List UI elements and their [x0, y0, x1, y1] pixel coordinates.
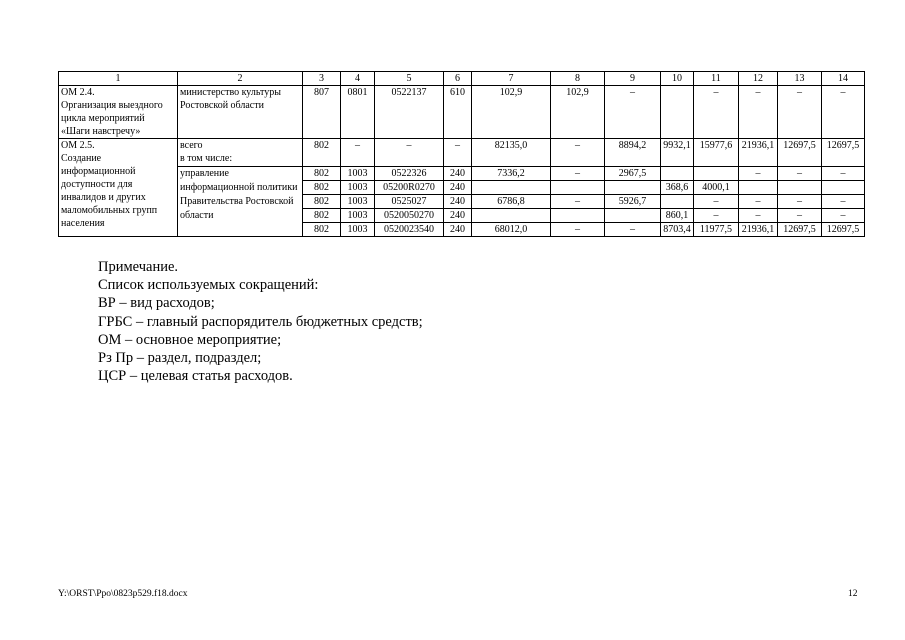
table-cell: –: [551, 139, 605, 167]
table-cell: [661, 195, 694, 209]
table-cell: 7336,2: [472, 167, 551, 181]
table-cell: 240: [444, 167, 472, 181]
table-cell: 0520050270: [375, 209, 444, 223]
table-cell: 0522326: [375, 167, 444, 181]
table-cell: 802: [303, 209, 341, 223]
table-cell: 15977,6: [694, 139, 739, 167]
table-cell: 802: [303, 181, 341, 195]
activity-cell: ОМ 2.4. Организация выездного цикла мероприятий «Шаги навстречу»: [59, 86, 178, 139]
table-cell: [472, 181, 551, 195]
note-line: ЦСР – целевая статья расходов.: [98, 368, 293, 385]
header-cell: 13: [778, 72, 822, 86]
table-cell: –: [341, 139, 375, 167]
note-line: ВР – вид расходов;: [98, 295, 215, 312]
table-cell: –: [778, 195, 822, 209]
table-cell: –: [778, 167, 822, 181]
note-line: Рз Пр – раздел, подраздел;: [98, 350, 262, 367]
table-cell: 1003: [341, 209, 375, 223]
note-line: ГРБС – главный распорядитель бюджетных средств;: [98, 313, 423, 330]
table-cell: –: [694, 195, 739, 209]
table-cell: [661, 86, 694, 139]
table-cell: 102,9: [472, 86, 551, 139]
table-cell: [551, 181, 605, 195]
table-cell: 802: [303, 195, 341, 209]
table-cell: 12697,5: [822, 139, 865, 167]
grbs-sub-cell: управление информационной политики Правительства Ростовской области: [178, 167, 303, 237]
table-cell: 8703,4: [661, 223, 694, 237]
table-cell: 240: [444, 223, 472, 237]
table-cell: –: [551, 167, 605, 181]
page-number: 12: [848, 589, 858, 599]
table-row-om24: [59, 86, 865, 139]
table-cell: [551, 209, 605, 223]
table-cell: 807: [303, 86, 341, 139]
table-cell: –: [444, 139, 472, 167]
table-cell: –: [375, 139, 444, 167]
header-cell: 7: [472, 72, 551, 86]
note-line: Список используемых сокращений:: [98, 277, 319, 294]
header-cell: 4: [341, 72, 375, 86]
table-cell: 802: [303, 223, 341, 237]
table-cell: 21936,1: [739, 223, 778, 237]
table-cell: [472, 209, 551, 223]
header-cell: 14: [822, 72, 865, 86]
table-cell: 11977,5: [694, 223, 739, 237]
table-cell: 1003: [341, 167, 375, 181]
table-cell: –: [739, 86, 778, 139]
activity-cell: ОМ 2.5. Создание информационной доступности для инвалидов и других маломобильных групп населения: [59, 139, 178, 237]
table-cell: [694, 167, 739, 181]
table-cell: –: [694, 86, 739, 139]
table-row-om25-sub: [59, 167, 865, 181]
table-cell: 2967,5: [605, 167, 661, 181]
header-cell: 9: [605, 72, 661, 86]
table-cell: 1003: [341, 181, 375, 195]
table-cell: 610: [444, 86, 472, 139]
table-cell: 802: [303, 167, 341, 181]
table-cell: 860,1: [661, 209, 694, 223]
budget-table: [58, 71, 865, 237]
header-cell: 8: [551, 72, 605, 86]
footer-file-path: Y:\ORST\Ppo\0823p529.f18.docx: [58, 589, 188, 599]
table-cell: 0525027: [375, 195, 444, 209]
table-cell: 240: [444, 195, 472, 209]
table-cell: 68012,0: [472, 223, 551, 237]
table-cell: 21936,1: [739, 139, 778, 167]
header-cell: 11: [694, 72, 739, 86]
table-cell: –: [822, 167, 865, 181]
table-cell: 82135,0: [472, 139, 551, 167]
table-cell: –: [778, 86, 822, 139]
header-cell: 6: [444, 72, 472, 86]
table-cell: –: [605, 223, 661, 237]
table-cell: 0522137: [375, 86, 444, 139]
table-cell: –: [822, 86, 865, 139]
header-cell: 12: [739, 72, 778, 86]
table-cell: 05200R0270: [375, 181, 444, 195]
table-cell: 6786,8: [472, 195, 551, 209]
table-cell: –: [778, 209, 822, 223]
table-cell: [739, 181, 778, 195]
table-cell: [605, 181, 661, 195]
table-cell: 12697,5: [822, 223, 865, 237]
table-cell: [661, 167, 694, 181]
table-cell: 5926,7: [605, 195, 661, 209]
table-cell: 12697,5: [778, 223, 822, 237]
table-cell: 8894,2: [605, 139, 661, 167]
table-cell: –: [605, 86, 661, 139]
table-cell: 0520023540: [375, 223, 444, 237]
table-cell: –: [822, 195, 865, 209]
table-header-row: [59, 72, 865, 86]
header-cell: 10: [661, 72, 694, 86]
table-cell: –: [739, 195, 778, 209]
table-cell: [778, 181, 822, 195]
header-cell: 2: [178, 72, 303, 86]
table-cell: –: [739, 167, 778, 181]
table-cell: –: [694, 209, 739, 223]
table-cell: [605, 209, 661, 223]
table-cell: –: [551, 195, 605, 209]
table-cell: 1003: [341, 195, 375, 209]
table-cell: –: [551, 223, 605, 237]
grbs-total-cell: всего в том числе:: [178, 139, 303, 167]
table-cell: –: [739, 209, 778, 223]
table-cell: 0801: [341, 86, 375, 139]
table-cell: 102,9: [551, 86, 605, 139]
table-cell: 4000,1: [694, 181, 739, 195]
table-cell: 9932,1: [661, 139, 694, 167]
table-cell: 12697,5: [778, 139, 822, 167]
header-cell: 3: [303, 72, 341, 86]
table-cell: –: [822, 209, 865, 223]
note-line: Примечание.: [98, 259, 179, 275]
table-cell: 240: [444, 181, 472, 195]
abbreviations-note: [98, 258, 423, 385]
note-line: ОМ – основное мероприятие;: [98, 331, 282, 348]
table-cell: 1003: [341, 223, 375, 237]
header-cell: 1: [59, 72, 178, 86]
table-cell: 368,6: [661, 181, 694, 195]
table-cell: [822, 181, 865, 195]
table-row-om25-total: [59, 139, 865, 167]
table-cell: 240: [444, 209, 472, 223]
header-cell: 5: [375, 72, 444, 86]
grbs-cell: министерство культуры Ростовской области: [178, 86, 303, 139]
table-cell: 802: [303, 139, 341, 167]
